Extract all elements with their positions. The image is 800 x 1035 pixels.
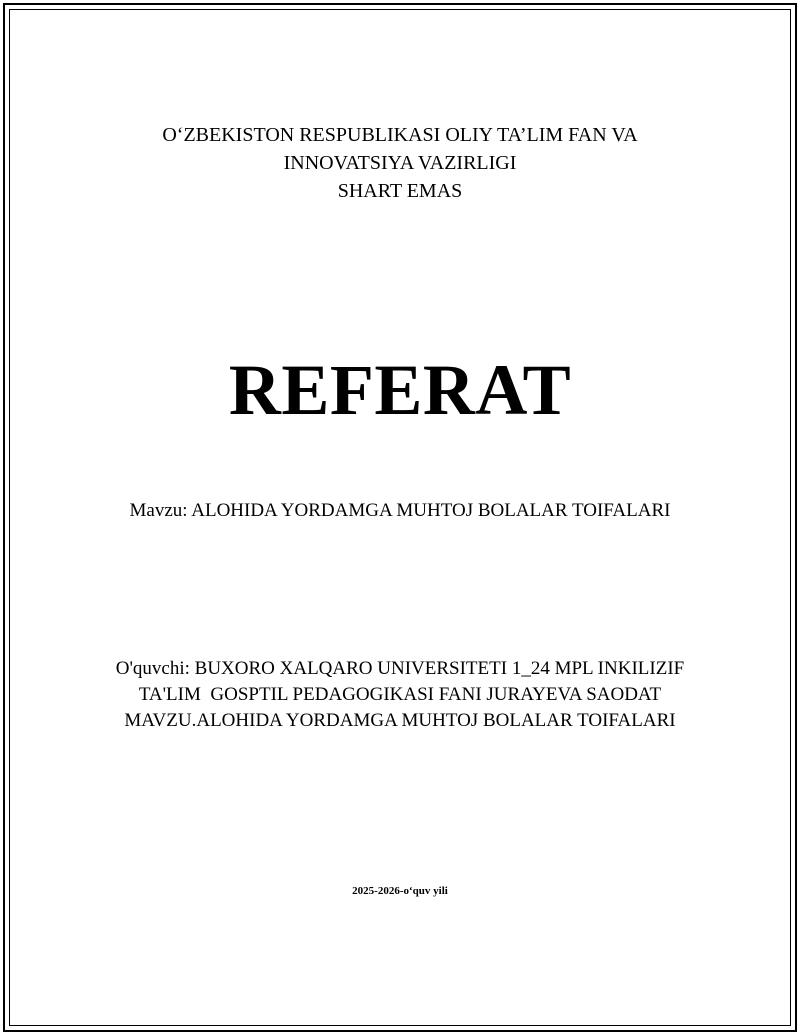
academic-year: 2025-2026-o‘quv yili <box>352 885 448 897</box>
ministry-header <box>0 121 800 205</box>
student-info-line-2: TA'LIM GOSPTIL PEDAGOGIKASI FANI JURAYEVA SAODAT <box>138 684 662 705</box>
student-info <box>0 656 800 734</box>
topic-line: Mavzu: ALOHIDA YORDAMGA MUHTOJ BOLALAR TOIFALARI <box>129 500 671 521</box>
student-info-line-3: MAVZU.ALOHIDA YORDAMGA MUHTOJ BOLALAR TOIFALARI <box>124 710 676 731</box>
student-info-line-1: O'quvchi: BUXORO XALQARO UNIVERSITETI 1_24 MPL INKILIZIF <box>115 658 685 679</box>
ministry-header-line-1: O‘ZBEKISTON RESPUBLIKASI OLIY TA’LIM FAN VA <box>162 124 638 146</box>
ministry-header-line-2: INNOVATSIYA VAZIRLIGI <box>283 152 517 174</box>
ministry-header-line-3: SHART EMAS <box>337 180 463 202</box>
document-title: REFERAT <box>228 350 572 430</box>
